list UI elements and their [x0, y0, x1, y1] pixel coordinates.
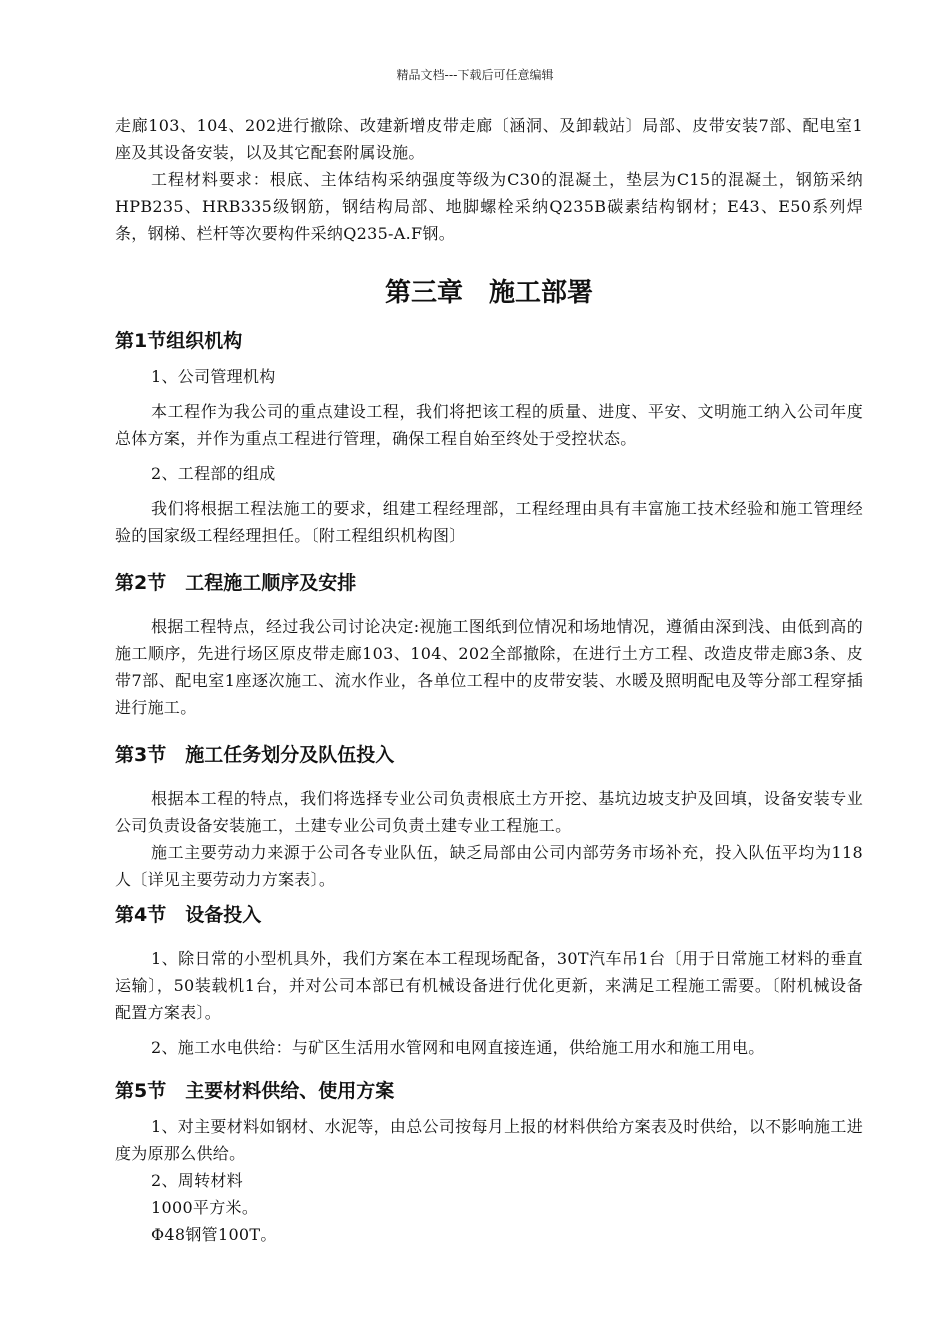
section-4-paragraph-1: 1、除日常的小型机具外，我们方案在本工程现场配备，30T汽车吊1台〔用于日常施工材料的垂直运输〕，50装载机1台，并对公司本部已有机械设备进行优化更新，来满足工程施工需要。〔附机械设备配置方案表〕。: [115, 949, 863, 1022]
intro-paragraph-2: 工程材料要求：根底、主体结构采纳强度等级为C30的混凝土，垫层为C15的混凝土，钢筋采纳HPB235、HRB335级钢筋，钢结构局部、地脚螺栓采纳Q235B碳素结构钢材；E43、E50系列焊条，钢梯、栏杆等次要构件采纳Q235-A.F钢。: [115, 170, 863, 243]
section-1-item-2: 2、工程部的组成: [151, 464, 276, 483]
section-2-paragraph-1: 根据工程特点，经过我公司讨论决定:视施工图纸到位情况和场地情况，遵循由深到浅、由低到高的施工顺序，先进行场区原皮带走廊103、104、202全部撤除，在进行土方工程、改造皮带走廊3条、皮带7部、配电室1座逐次施工、流水作业，各单位工程中的皮带安装、水暖及照明配电及等分部工程穿插进行施工。: [115, 617, 863, 717]
section-5-list-item-1: 2、周转材料: [151, 1171, 243, 1190]
section-3-heading: 第3节 施工任务划分及队伍投入: [115, 744, 395, 766]
chapter-title: 第三章 施工部署: [384, 278, 593, 308]
section-1-paragraph-1: 本工程作为我公司的重点建设工程，我们将把该工程的质量、进度、平安、文明施工纳入公司年度总体方案，并作为重点工程进行管理，确保工程自始至终处于受控状态。: [115, 402, 863, 448]
section-5-list-item-2: 1000平方米。: [151, 1198, 259, 1217]
page-header: 精品文档---下载后可任意编辑: [396, 68, 554, 82]
section-1-item-1: 1、公司管理机构: [151, 367, 276, 386]
section-3-paragraph-2: 施工主要劳动力来源于公司各专业队伍，缺乏局部由公司内部劳务市场补充，投入队伍平均为118人〔详见主要劳动力方案表〕。: [115, 843, 863, 889]
section-2-heading: 第2节 工程施工顺序及安排: [115, 572, 357, 594]
intro-paragraph-1: 走廊103、104、202进行撤除、改建新增皮带走廊〔涵洞、及卸载站〕局部、皮带安装7部、配电室1座及其设备安装，以及其它配套附属设施。: [115, 116, 863, 162]
section-4-heading: 第4节 设备投入: [115, 904, 262, 926]
section-5-heading: 第5节 主要材料供给、使用方案: [115, 1080, 395, 1102]
section-5-list-item-3: Φ48钢管100T。: [151, 1225, 277, 1244]
section-4-paragraph-2: 2、施工水电供给：与矿区生活用水管网和电网直接连通，供给施工用水和施工用电。: [151, 1038, 765, 1057]
section-3-paragraph-1: 根据本工程的特点，我们将选择专业公司负责根底土方开挖、基坑边坡支护及回填，设备安装专业公司负责设备安装施工，土建专业公司负责土建专业工程施工。: [115, 789, 863, 835]
section-5-paragraph-1: 1、对主要材料如钢材、水泥等，由总公司按每月上报的材料供给方案表及时供给，以不影响施工进度为原那么供给。: [115, 1117, 863, 1163]
section-1-paragraph-2: 我们将根据工程法施工的要求，组建工程经理部，工程经理由具有丰富施工技术经验和施工管理经验的国家级工程经理担任。〔附工程组织机构图〕: [115, 499, 863, 545]
section-1-heading: 第1节组织机构: [115, 330, 243, 352]
document-body: [115, 112, 863, 1248]
